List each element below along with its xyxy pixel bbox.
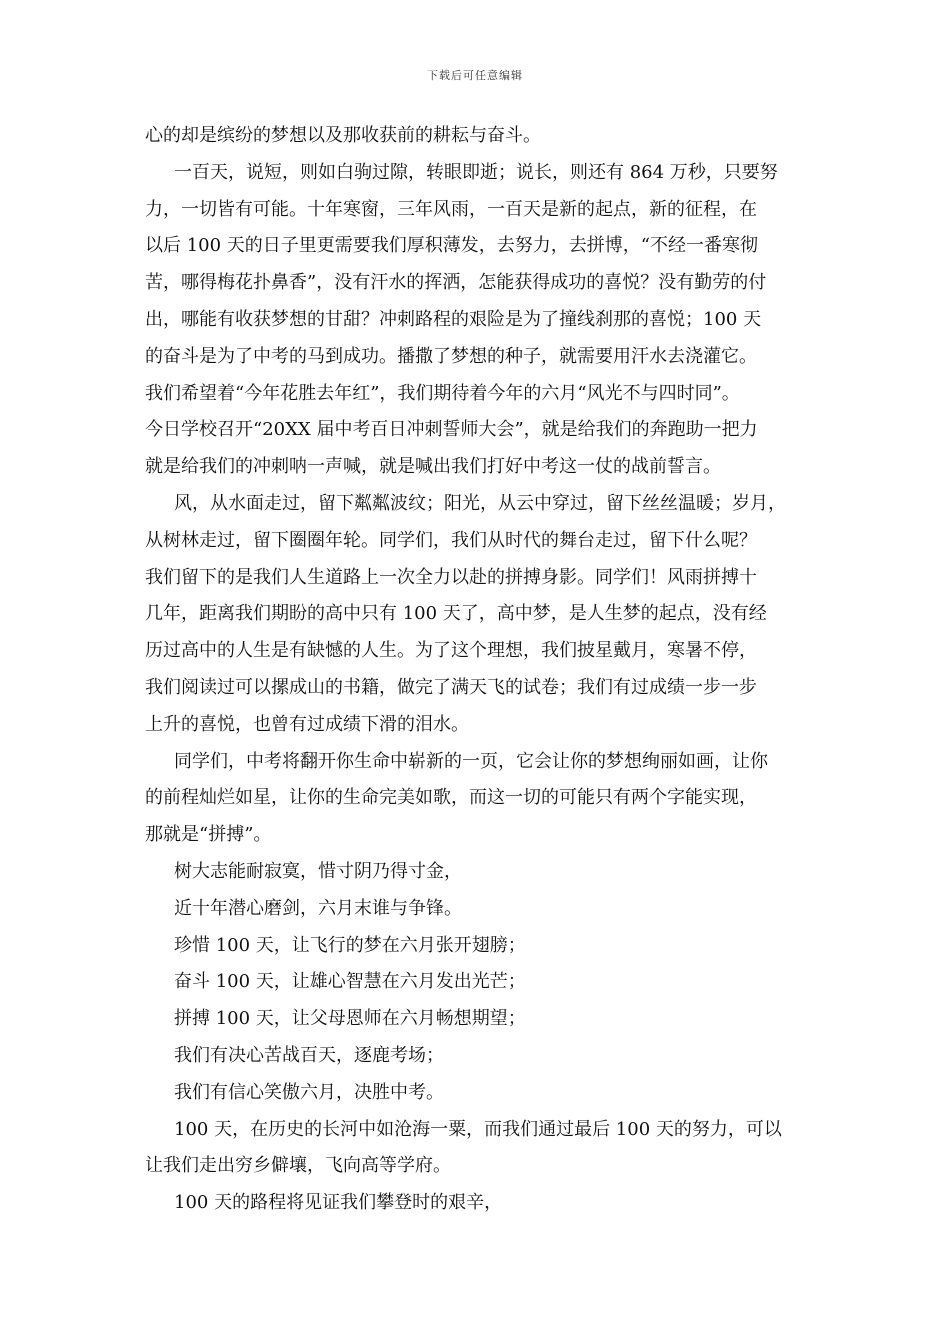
text-line: 我们希望着“今年花胜去年红”，我们期待着今年的六月“风光不与四时同”。 (145, 382, 740, 404)
text-line: 那就是“拼搏”。 (145, 824, 272, 846)
text-line: 100 天，在历史的长河中如沧海一粟，而我们通过最后 100 天的努力，可以 (174, 1118, 782, 1140)
text-line: 珍惜 100 天，让飞行的梦在六月张开翅膀； (174, 934, 526, 956)
text-line: 100 天的路程将见证我们攀登时的艰辛， (174, 1192, 503, 1214)
text-line: 让我们走出穷乡僻壤，飞向高等学府。 (145, 1155, 451, 1177)
text-line: 几年，距离我们期盼的高中只有 100 天了，高中梦，是人生梦的起点，没有经 (145, 603, 767, 625)
text-line: 近十年潜心磨剑，六月末谁与争锋。 (174, 897, 462, 919)
text-line: 心的却是缤纷的梦想以及那收获前的耕耘与奋斗。 (145, 125, 541, 146)
text-line: 奋斗 100 天，让雄心智慧在六月发出光芒； (174, 971, 526, 993)
text-line: 我们留下的是我们人生道路上一次全力以赴的拼搏身影。同学们！风雨拼搏十 (145, 566, 757, 588)
page-header-note: 下载后可任意编辑 (427, 69, 523, 82)
text-line: 从树林走过，留下圈圈年轮。同学们，我们从时代的舞台走过，留下什么呢？ (145, 529, 757, 551)
text-line: 力，一切皆有可能。十年寒窗，三年风雨，一百天是新的起点，新的征程，在 (145, 198, 757, 220)
text-line: 历过高中的人生是有缺憾的人生。为了这个理想，我们披星戴月，寒暑不停， (145, 640, 757, 662)
text-line: 就是给我们的冲刺呐一声喊，就是喊出我们打好中考这一仗的战前誓言。 (145, 456, 721, 478)
text-line: 我们有决心苦战百天，逐鹿考场； (174, 1044, 444, 1066)
text-line: 树大志能耐寂寞，惜寸阴乃得寸金， (174, 860, 462, 882)
text-line: 的奋斗是为了中考的马到成功。播撒了梦想的种子，就需要用汗水去浇灌它。 (145, 345, 757, 367)
text-line: 我们阅读过可以摞成山的书籍，做完了满天飞的试卷；我们有过成绩一步一步 (145, 676, 757, 698)
text-line: 苦，哪得梅花扑鼻香”，没有汗水的挥洒，怎能获得成功的喜悦？没有勤劳的付 (145, 272, 767, 294)
text-line: 出，哪能有收获梦想的甘甜？冲刺路程的艰险是为了撞线刹那的喜悦；100 天 (145, 308, 762, 330)
text-line: 一百天，说短，则如白驹过隙，转眼即逝；说长，则还有 864 万秒，只要努 (174, 161, 778, 183)
text-line: 同学们，中考将翻开你生命中崭新的一页，它会让你的梦想绚丽如画，让你 (174, 750, 768, 772)
text-line: 上升的喜悦，也曾有过成绩下滑的泪水。 (145, 713, 469, 735)
text-line: 今日学校召开“20XX 届中考百日冲刺誓师大会”，就是给我们的奔跑助一把力 (145, 419, 758, 441)
text-line: 以后 100 天的日子里更需要我们厚积薄发，去努力，去拼博，“不经一番寒彻 (145, 235, 758, 257)
text-line: 拼搏 100 天，让父母恩师在六月畅想期望； (174, 1008, 526, 1030)
text-line: 我们有信心笑傲六月，决胜中考。 (174, 1081, 444, 1103)
text-line: 风，从水面走过，留下粼粼波纹；阳光，从云中穿过，留下丝丝温暖；岁月， (174, 492, 786, 514)
document-body (145, 118, 815, 1222)
text-line: 的前程灿烂如星，让你的生命完美如歌，而这一切的可能只有两个字能实现， (145, 787, 757, 809)
